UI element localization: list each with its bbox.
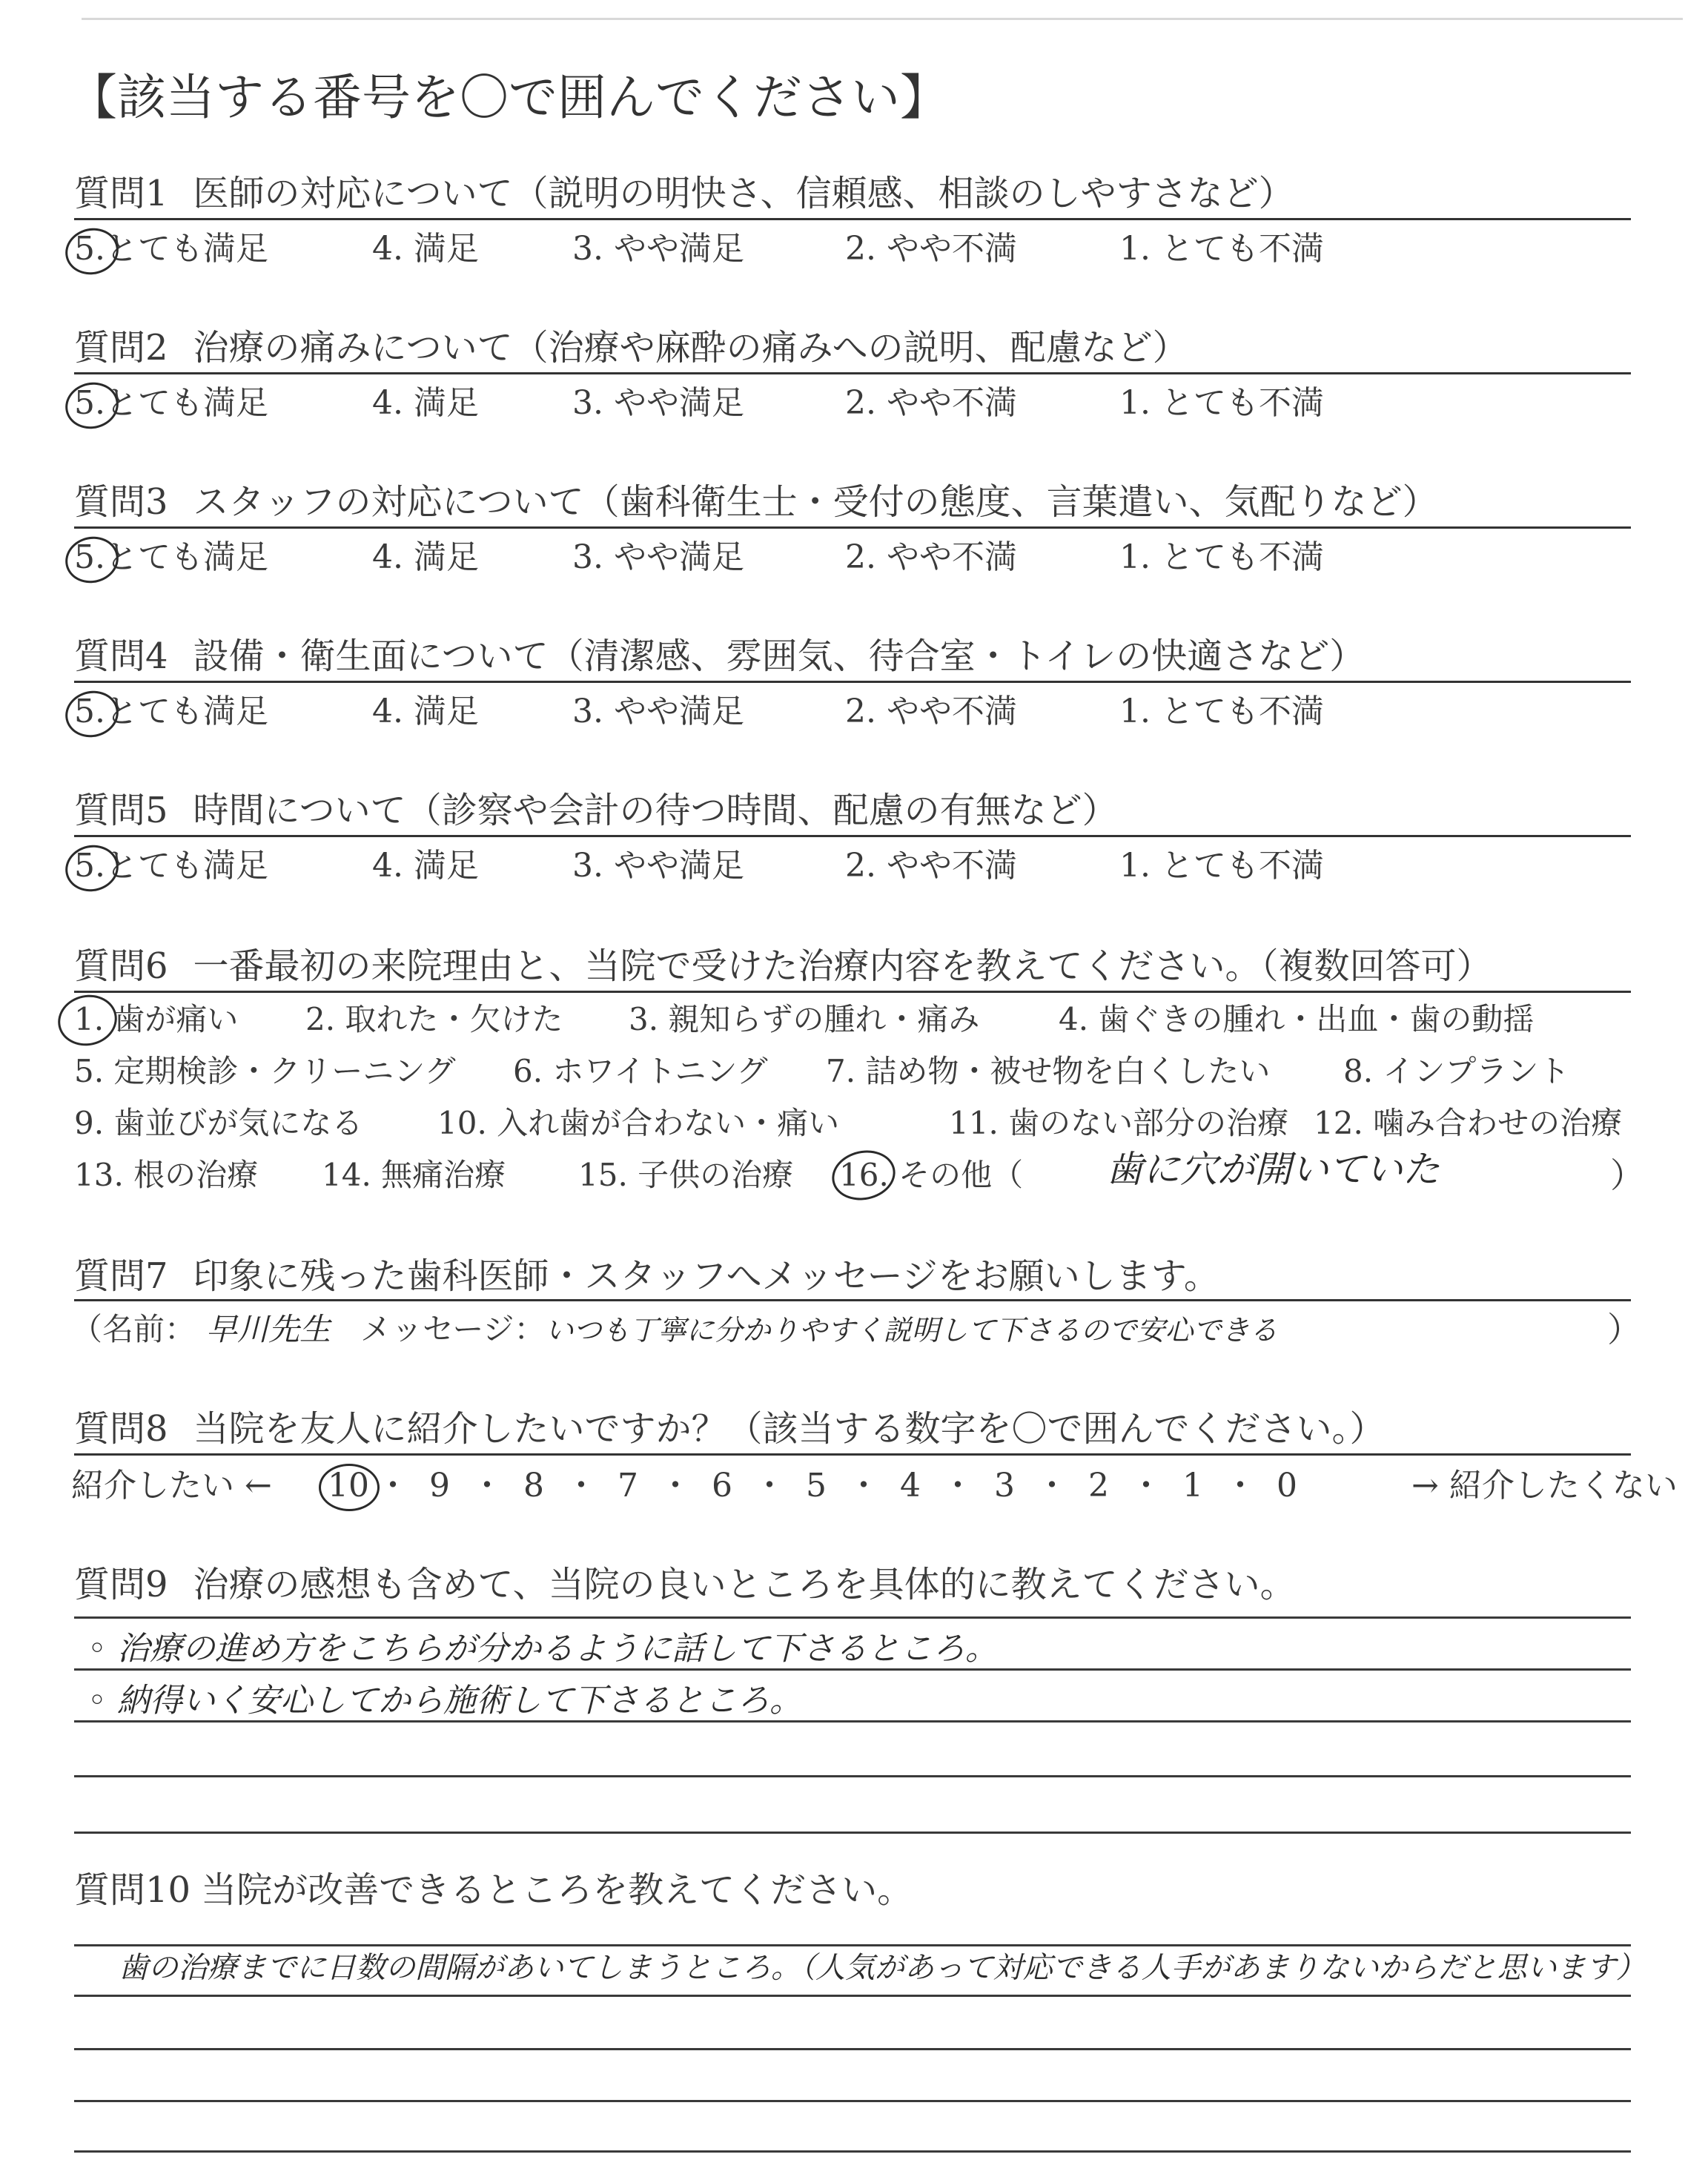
option-5[interactable]: 5.とても満足 bbox=[74, 230, 268, 268]
satisfaction-options bbox=[74, 381, 1631, 426]
question-8-rule bbox=[74, 1453, 1631, 1456]
satisfaction-options bbox=[74, 227, 1631, 271]
option-1[interactable]: 1. とても不満 bbox=[1119, 847, 1324, 885]
question-rule bbox=[74, 835, 1631, 837]
question-4 bbox=[74, 635, 1631, 678]
option-3[interactable]: 3. やや満足 bbox=[572, 847, 744, 885]
reason-option-12[interactable]: 12. 噛み合わせの治療 bbox=[1314, 1105, 1623, 1141]
option-3[interactable]: 3. やや満足 bbox=[572, 693, 744, 730]
option-2[interactable]: 2. やや不満 bbox=[845, 847, 1017, 885]
scale-separator: ・ bbox=[565, 1467, 598, 1505]
answer-line bbox=[74, 2048, 1631, 2050]
question-8 bbox=[74, 1407, 1631, 1450]
question-number: 質問9 bbox=[74, 1564, 168, 1605]
satisfaction-options bbox=[74, 690, 1631, 734]
option-5[interactable]: 5.とても満足 bbox=[74, 693, 268, 730]
question-number: 質問1 bbox=[74, 173, 168, 214]
question-1 bbox=[74, 172, 1631, 215]
option-1[interactable]: 1. とても不満 bbox=[1119, 230, 1324, 268]
option-3[interactable]: 3. やや満足 bbox=[572, 230, 744, 268]
option-4[interactable]: 4. 満足 bbox=[372, 230, 479, 268]
scale-value-2[interactable]: 2 bbox=[1088, 1467, 1109, 1505]
scale-separator: ・ bbox=[941, 1467, 974, 1505]
question-text: 当院を友人に紹介したいですか？（該当する数字を〇で囲んでください。） bbox=[193, 1408, 1386, 1450]
reason-option-13[interactable]: 13. 根の治療 bbox=[74, 1157, 259, 1193]
option-4[interactable]: 4. 満足 bbox=[372, 384, 479, 422]
scale-value-1[interactable]: 1 bbox=[1182, 1467, 1203, 1505]
question-7-close-paren: ） bbox=[1607, 1309, 1641, 1350]
option-5[interactable]: 5.とても満足 bbox=[74, 847, 268, 885]
option-2[interactable]: 2. やや不満 bbox=[845, 384, 1017, 422]
answer-line bbox=[74, 2150, 1631, 2153]
option-4[interactable]: 4. 満足 bbox=[372, 847, 479, 885]
reason-option-4[interactable]: 4. 歯ぐきの腫れ・出血・歯の動揺 bbox=[1059, 1001, 1535, 1037]
scale-right-label: → 紹介したくない bbox=[1411, 1467, 1678, 1505]
option-1[interactable]: 1. とても不満 bbox=[1119, 693, 1324, 730]
scale-value-3[interactable]: 3 bbox=[994, 1467, 1015, 1505]
question-6-rule bbox=[74, 991, 1631, 993]
question-10 bbox=[74, 1869, 1631, 1912]
scale-value-7[interactable]: 7 bbox=[618, 1467, 638, 1505]
reason-option-7[interactable]: 7. 詰め物・被せ物を白くしたい bbox=[826, 1053, 1271, 1089]
scale-value-6[interactable]: 6 bbox=[712, 1467, 732, 1505]
reason-option-16[interactable]: 16. その他（ bbox=[839, 1157, 1024, 1193]
scale-separator: ・ bbox=[1036, 1467, 1068, 1505]
question-rule bbox=[74, 526, 1631, 529]
question-number: 質問5 bbox=[74, 790, 168, 831]
question-number: 質問7 bbox=[74, 1255, 168, 1297]
answer-line bbox=[74, 1995, 1631, 1997]
scale-separator: ・ bbox=[1130, 1467, 1162, 1505]
reason-option-14[interactable]: 14. 無痛治療 bbox=[322, 1157, 506, 1193]
option-1[interactable]: 1. とても不満 bbox=[1119, 538, 1324, 576]
question-number: 質問10 bbox=[74, 1869, 191, 1911]
page-title: 【該当する番号を〇で囲んでください】 bbox=[68, 69, 949, 126]
option-3[interactable]: 3. やや満足 bbox=[572, 538, 744, 576]
reason-option-11[interactable]: 11. 歯のない部分の治療 bbox=[949, 1105, 1289, 1141]
question-number: 質問6 bbox=[74, 945, 168, 987]
option-2[interactable]: 2. やや不満 bbox=[845, 230, 1017, 268]
other-close-paren: ） bbox=[1610, 1155, 1644, 1195]
question-number: 質問8 bbox=[74, 1408, 168, 1450]
question-rule bbox=[74, 372, 1631, 374]
question-text: 設備・衛生面について（清潔感、雰囲気、待合室・トイレの快適さなど） bbox=[193, 635, 1366, 677]
reason-option-8[interactable]: 8. インプラント bbox=[1343, 1053, 1570, 1089]
scale-left-label: 紹介したい ← bbox=[71, 1467, 272, 1505]
scale-value-8[interactable]: 8 bbox=[523, 1467, 544, 1505]
question-7-rule bbox=[74, 1299, 1631, 1301]
options-row-2 bbox=[74, 1050, 1668, 1093]
answer-text[interactable]: ◦ 納得いく安心してから施術して下さるところ。 bbox=[87, 1682, 802, 1720]
answer-line bbox=[74, 2100, 1631, 2102]
question-9 bbox=[74, 1563, 1631, 1606]
satisfaction-options bbox=[74, 844, 1631, 888]
option-1[interactable]: 1. とても不満 bbox=[1119, 384, 1324, 422]
reason-option-3[interactable]: 3. 親知らずの腫れ・痛み bbox=[629, 1001, 980, 1037]
recommendation-scale bbox=[71, 1462, 1678, 1510]
reason-option-5[interactable]: 5. 定期検診・クリーニング bbox=[74, 1053, 456, 1089]
message-value[interactable]: いつも丁寧に分かりやすく説明して下さるので安心できる bbox=[545, 1314, 1278, 1347]
selection-circle bbox=[319, 1464, 380, 1511]
scale-separator: ・ bbox=[377, 1467, 409, 1505]
scale-value-9[interactable]: 9 bbox=[429, 1467, 450, 1505]
option-5[interactable]: 5.とても満足 bbox=[74, 538, 268, 576]
other-answer[interactable]: 歯に穴が開いていた bbox=[1106, 1148, 1440, 1191]
name-label: （名前： bbox=[71, 1311, 196, 1347]
question-number: 質問4 bbox=[74, 635, 168, 677]
options-row-1 bbox=[74, 998, 1668, 1041]
answer-line bbox=[74, 1616, 1631, 1619]
options-row-3 bbox=[74, 1102, 1668, 1145]
top-rule bbox=[82, 18, 1683, 20]
question-text: 時間について（診察や会計の待つ時間、配慮の有無など） bbox=[193, 790, 1118, 831]
reason-option-15[interactable]: 15. 子供の治療 bbox=[578, 1157, 794, 1193]
message-label: メッセージ： bbox=[360, 1311, 546, 1347]
name-value[interactable]: 早川先生 bbox=[206, 1311, 331, 1347]
scale-separator: ・ bbox=[471, 1467, 503, 1505]
scale-separator: ・ bbox=[753, 1467, 786, 1505]
reason-option-1[interactable]: 1. 歯が痛い bbox=[74, 1001, 239, 1037]
question-7-answer bbox=[71, 1307, 1278, 1353]
satisfaction-options bbox=[74, 535, 1631, 580]
answer-line bbox=[74, 1775, 1631, 1777]
scale-separator: ・ bbox=[847, 1467, 880, 1505]
scale-value-4[interactable]: 4 bbox=[900, 1467, 921, 1505]
question-text: 一番最初の来院理由と、当院で受けた治療内容を教えてください。（複数回答可） bbox=[193, 945, 1492, 987]
question-3 bbox=[74, 480, 1631, 524]
question-text: 治療の感想も含めて、当院の良いところを具体的に教えてください。 bbox=[193, 1564, 1296, 1605]
reason-option-9[interactable]: 9. 歯並びが気になる bbox=[74, 1105, 363, 1141]
question-text: 医師の対応について（説明の明快さ、信頼感、相談のしやすさなど） bbox=[193, 173, 1294, 214]
option-3[interactable]: 3. やや満足 bbox=[572, 384, 744, 422]
scale-separator: ・ bbox=[659, 1467, 692, 1505]
reason-option-6[interactable]: 6. ホワイトニング bbox=[513, 1053, 768, 1089]
question-rule bbox=[74, 218, 1631, 220]
option-2[interactable]: 2. やや不満 bbox=[845, 693, 1017, 730]
answer-line bbox=[74, 1832, 1631, 1834]
answer-text[interactable]: 歯の治療までに日数の間隔があいてしまうところ。（人気があって対応できる人手があまりないからだと思います） bbox=[119, 1951, 1646, 1985]
option-4[interactable]: 4. 満足 bbox=[372, 693, 479, 730]
question-rule bbox=[74, 681, 1631, 683]
question-text: 当院が改善できるところを教えてください。 bbox=[201, 1869, 913, 1911]
question-text: 治療の痛みについて（治療や麻酔の痛みへの説明、配慮など） bbox=[193, 327, 1188, 369]
reason-option-10[interactable]: 10. 入れ歯が合わない・痛い bbox=[437, 1105, 840, 1141]
question-number: 質問3 bbox=[74, 481, 168, 523]
scale-separator: ・ bbox=[1224, 1467, 1257, 1505]
scale-value-5[interactable]: 5 bbox=[806, 1467, 827, 1505]
option-2[interactable]: 2. やや不満 bbox=[845, 538, 1017, 576]
question-6 bbox=[74, 945, 1631, 988]
answer-line bbox=[74, 1944, 1631, 1946]
question-number: 質問2 bbox=[74, 327, 168, 369]
question-text: スタッフの対応について（歯科衛生士・受付の態度、言葉遣い、気配りなど） bbox=[193, 481, 1438, 523]
answer-text[interactable]: ◦ 治療の進め方をこちらが分かるように話して下さるところ。 bbox=[87, 1630, 998, 1668]
option-4[interactable]: 4. 満足 bbox=[372, 538, 479, 576]
scale-value-10[interactable]: 10 bbox=[328, 1467, 369, 1505]
question-5 bbox=[74, 789, 1631, 832]
question-2 bbox=[74, 326, 1631, 369]
option-5[interactable]: 5.とても満足 bbox=[74, 384, 268, 422]
question-7 bbox=[74, 1255, 1631, 1298]
scale-value-0[interactable]: 0 bbox=[1277, 1467, 1297, 1505]
reason-option-2[interactable]: 2. 取れた・欠けた bbox=[305, 1001, 563, 1037]
question-text: 印象に残った歯科医師・スタッフへメッセージをお願いします。 bbox=[193, 1255, 1219, 1297]
